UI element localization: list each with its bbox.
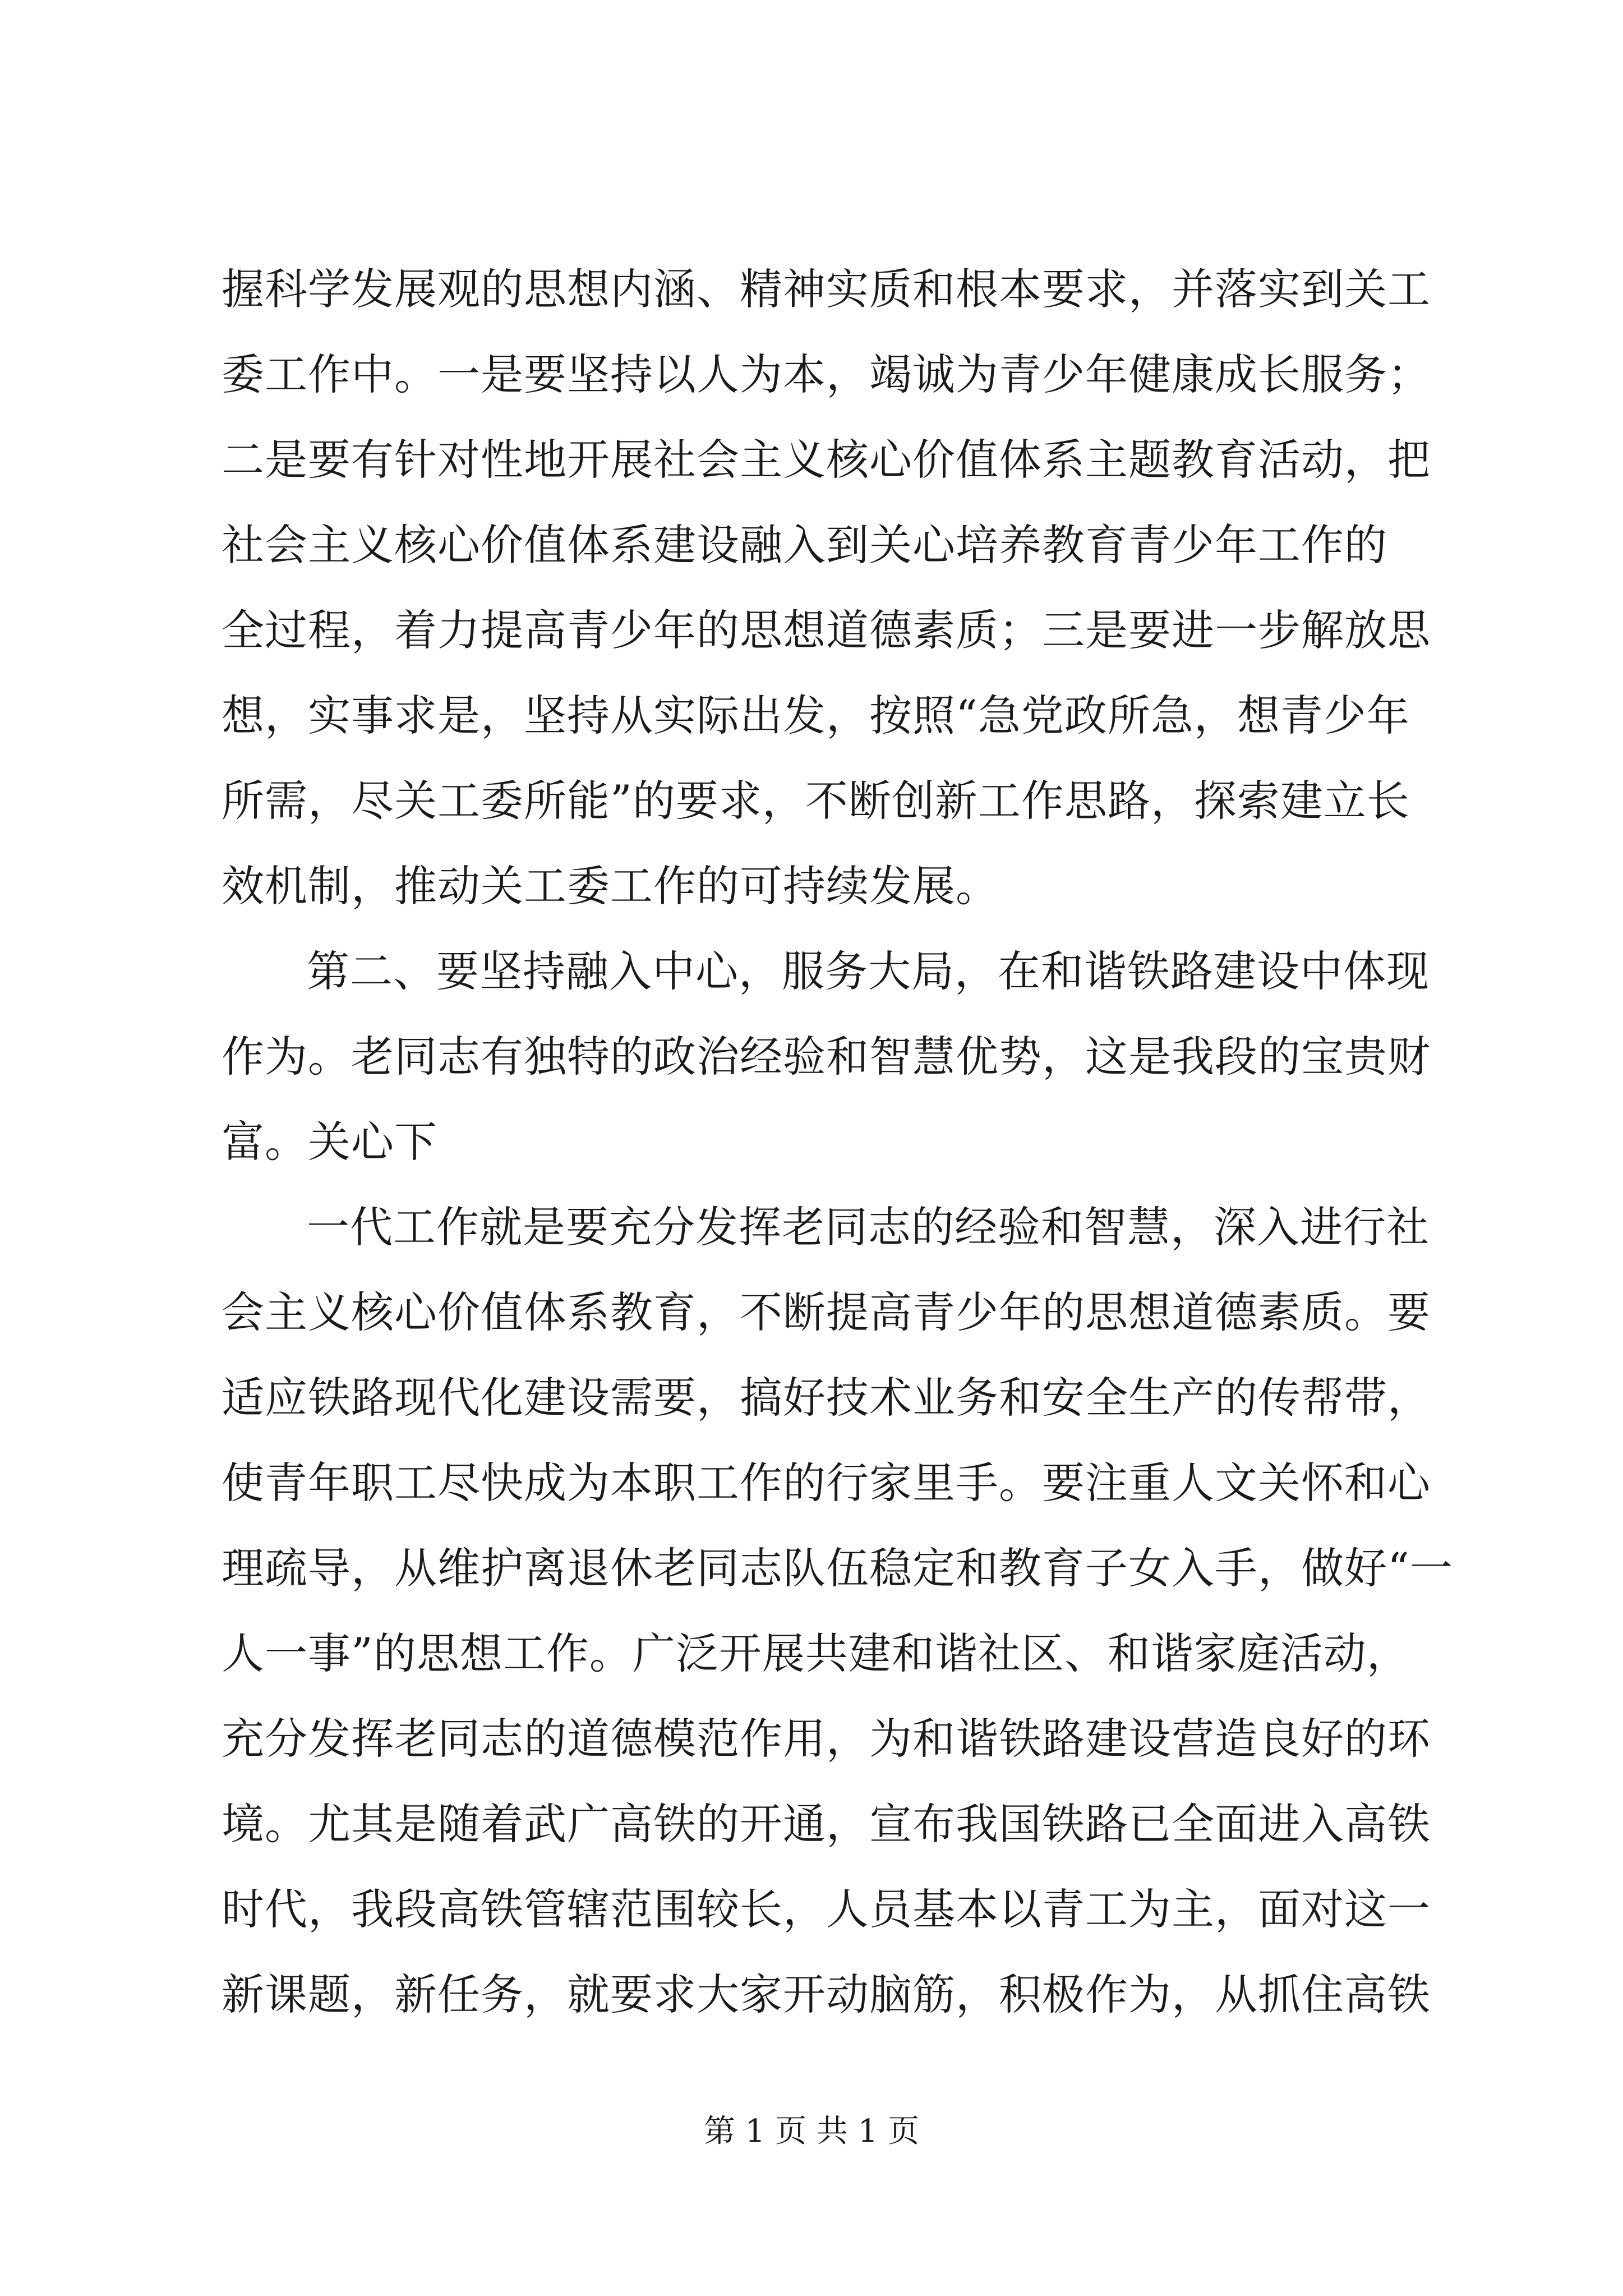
text-line: 效机制，推动关工委工作的可持续发展。 [222,861,999,911]
text-line: 适应铁路现代化建设需要，搞好技术业务和安全生产的传帮带， [222,1373,1431,1423]
text-line: 所需，尽关工委所能”的要求，不断创新工作思路，探索建立长 [222,776,1410,826]
text-line: 作为。老同志有独特的政治经验和智慧优势，这是我段的宝贵财 [222,1032,1431,1082]
text-line: 境。尤其是随着武广高铁的开通，宣布我国铁路已全面进入高铁 [222,1799,1431,1849]
text-line: 富。关心下 [222,1117,437,1167]
text-line: 委工作中。一是要坚持以人为本，竭诚为青少年健康成长服务； [222,349,1431,399]
text-line: 充分发挥老同志的道德模范作用，为和谐铁路建设营造良好的环 [222,1714,1431,1764]
text-line: 会主义核心价值体系教育，不断提高青少年的思想道德素质。要 [222,1287,1431,1337]
paragraph-start-line: 一代工作就是要充分发挥老同志的经验和智慧，深入进行社 [307,1202,1430,1252]
text-line: 社会主义核心价值体系建设融入到关心培养教育青少年工作的 [222,520,1387,570]
text-line: 人一事”的思想工作。广泛开展共建和谐社区、和谐家庭活动， [222,1628,1410,1678]
text-line: 握科学发展观的思想内涵、精神实质和根本要求，并落实到关工 [222,264,1431,314]
text-line: 全过程，着力提高青少年的思想道德素质；三是要进一步解放思 [222,605,1431,655]
text-line: 使青年职工尽快成为本职工作的行家里手。要注重人文关怀和心 [222,1458,1431,1508]
text-line: 理疏导，从维护离退休老同志队伍稳定和教育子女入手，做好“一 [222,1543,1453,1593]
text-line: 二是要有针对性地开展社会主义核心价值体系主题教育活动，把 [222,435,1431,485]
document-body [222,247,1453,2037]
text-line: 新课题，新任务，就要求大家开动脑筋，积极作为，从抓住高铁 [222,1970,1431,2019]
text-line: 时代，我段高铁管辖范围较长，人员基本以青工为主，面对这一 [222,1884,1431,1934]
paragraph-start-line: 第二、要坚持融入中心，服务大局，在和谐铁路建设中体现 [307,946,1430,996]
page-number-footer: 第 1 页 共 1 页 [703,2113,920,2150]
text-line: 想，实事求是，坚持从实际出发，按照“急党政所急，想青少年 [222,691,1410,740]
